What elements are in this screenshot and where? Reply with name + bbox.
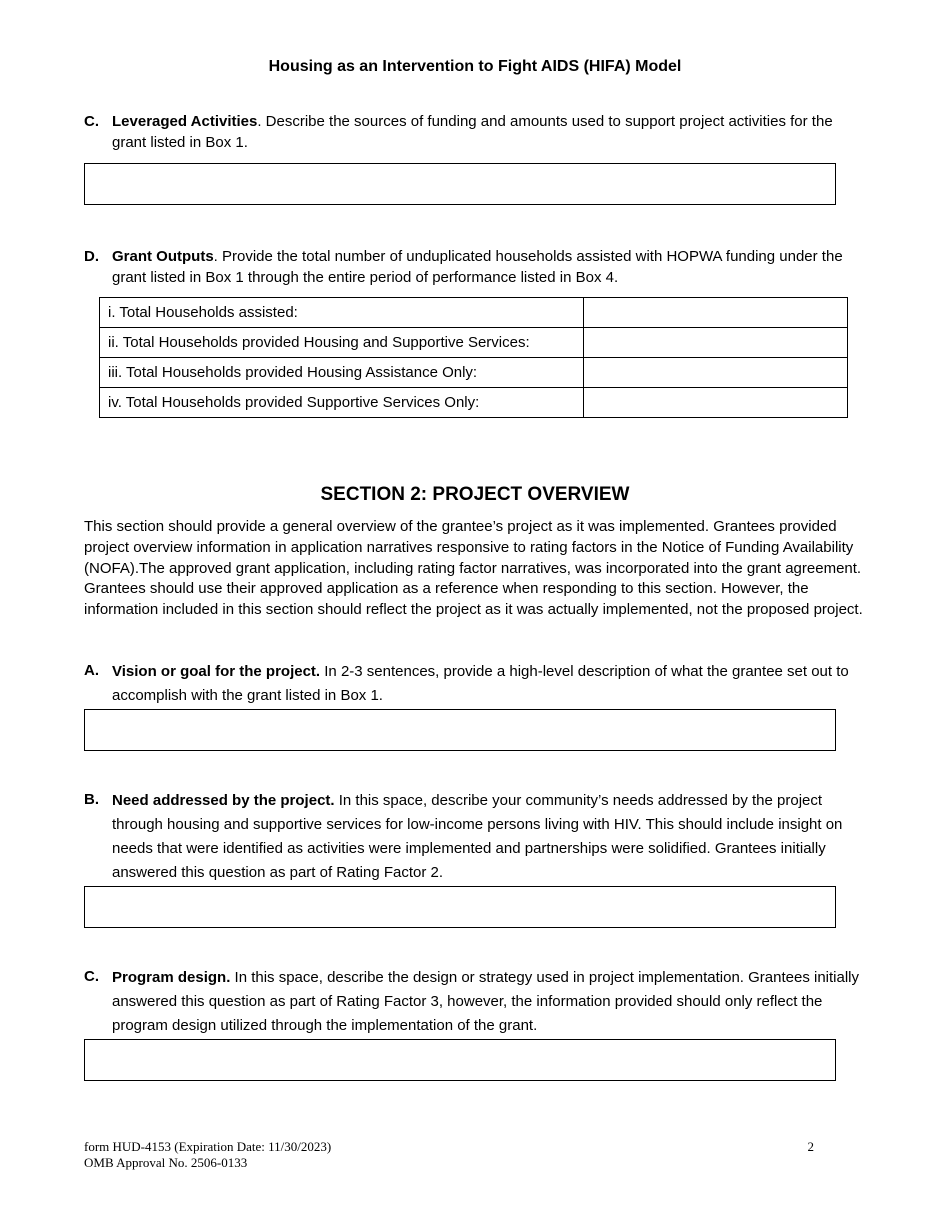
- housing-assistance-only-field[interactable]: [584, 358, 848, 388]
- item-letter: A.: [84, 662, 99, 679]
- grant-outputs-question: [84, 246, 864, 288]
- item-heading: Need addressed by the project.: [112, 792, 335, 809]
- table-row: [100, 388, 848, 418]
- item-letter: D.: [84, 248, 99, 265]
- leveraged-activities-question: [84, 111, 864, 153]
- table-row: [100, 298, 848, 328]
- item-heading: Vision or goal for the project.: [112, 663, 321, 680]
- page-title: Housing as an Intervention to Fight AIDS (HIFA) Model: [268, 58, 682, 75]
- table-row: [100, 358, 848, 388]
- row-label: i. Total Households assisted:: [100, 298, 584, 328]
- item-text: Grant Outputs. Provide the total number of unduplicated households assisted with HOPWA funding under the grant listed in Box 1 through the entire period of performance listed in Box 4.: [112, 248, 843, 286]
- program-design-answer-field[interactable]: [84, 1039, 836, 1081]
- vision-question: [84, 660, 864, 708]
- item-text: Vision or goal for the project. In 2-3 sentences, provide a high-level description of what the grantee set out to accomplish with the grant listed in Box 1.: [112, 663, 849, 704]
- section-title: SECTION 2: PROJECT OVERVIEW: [320, 484, 630, 505]
- total-households-assisted-field[interactable]: [584, 298, 848, 328]
- item-text: Need addressed by the project. In this space, describe your community’s needs addressed by the project through housing and supportive services for low-income persons living with HIV. This should include insight on needs that were identified as activities were implemented and partnerships were solidified. Grantees initially answered this question as part of Rating Factor 2.: [112, 792, 843, 881]
- item-letter: C.: [84, 113, 99, 130]
- item-letter: C.: [84, 968, 99, 985]
- item-text: Program design. In this space, describe the design or strategy used in project implementation. Grantees initially answered this question as part of Rating Factor 3, however, the information provided should only reflect the program design utilized through the implementation of the grant.: [112, 969, 860, 1034]
- item-text: Leveraged Activities. Describe the sources of funding and amounts used to support project activities for the grant listed in Box 1.: [112, 113, 833, 151]
- leveraged-activities-answer-field[interactable]: [84, 163, 836, 205]
- row-label: iii. Total Households provided Housing Assistance Only:: [100, 358, 584, 388]
- table-row: [100, 328, 848, 358]
- page-number: 2: [807, 1139, 814, 1154]
- form-number: form HUD-4153 (Expiration Date: 11/30/2023): [84, 1139, 332, 1154]
- omb-approval: OMB Approval No. 2506-0133: [84, 1155, 248, 1170]
- housing-and-supportive-services-field[interactable]: [584, 328, 848, 358]
- need-question: [84, 789, 864, 885]
- row-label: iv. Total Households provided Supportive Services Only:: [100, 388, 584, 418]
- section-intro: This section should provide a general overview of the grantee’s project as it was implemented. Grantees provided project overview information in application narratives responsive to rating factors in the Notice of Funding Availability (NOFA).The approved grant application, including rating factor narratives, was incorporated into the grant agreement. Grantees should use their approved application as a reference when responding to this section. However, the information included in this section should reflect the project as it was actually implemented, not the proposed project.: [84, 518, 863, 619]
- item-heading: Leveraged Activities: [112, 113, 258, 130]
- item-letter: B.: [84, 791, 99, 808]
- vision-answer-field[interactable]: [84, 709, 836, 751]
- row-label: ii. Total Households provided Housing and Supportive Services:: [100, 328, 584, 358]
- item-heading: Grant Outputs: [112, 248, 214, 265]
- program-design-question: [84, 966, 864, 1038]
- need-answer-field[interactable]: [84, 886, 836, 928]
- supportive-services-only-field[interactable]: [584, 388, 848, 418]
- page-footer: [84, 1139, 814, 1171]
- grant-outputs-table: [99, 297, 848, 418]
- item-heading: Program design.: [112, 969, 231, 986]
